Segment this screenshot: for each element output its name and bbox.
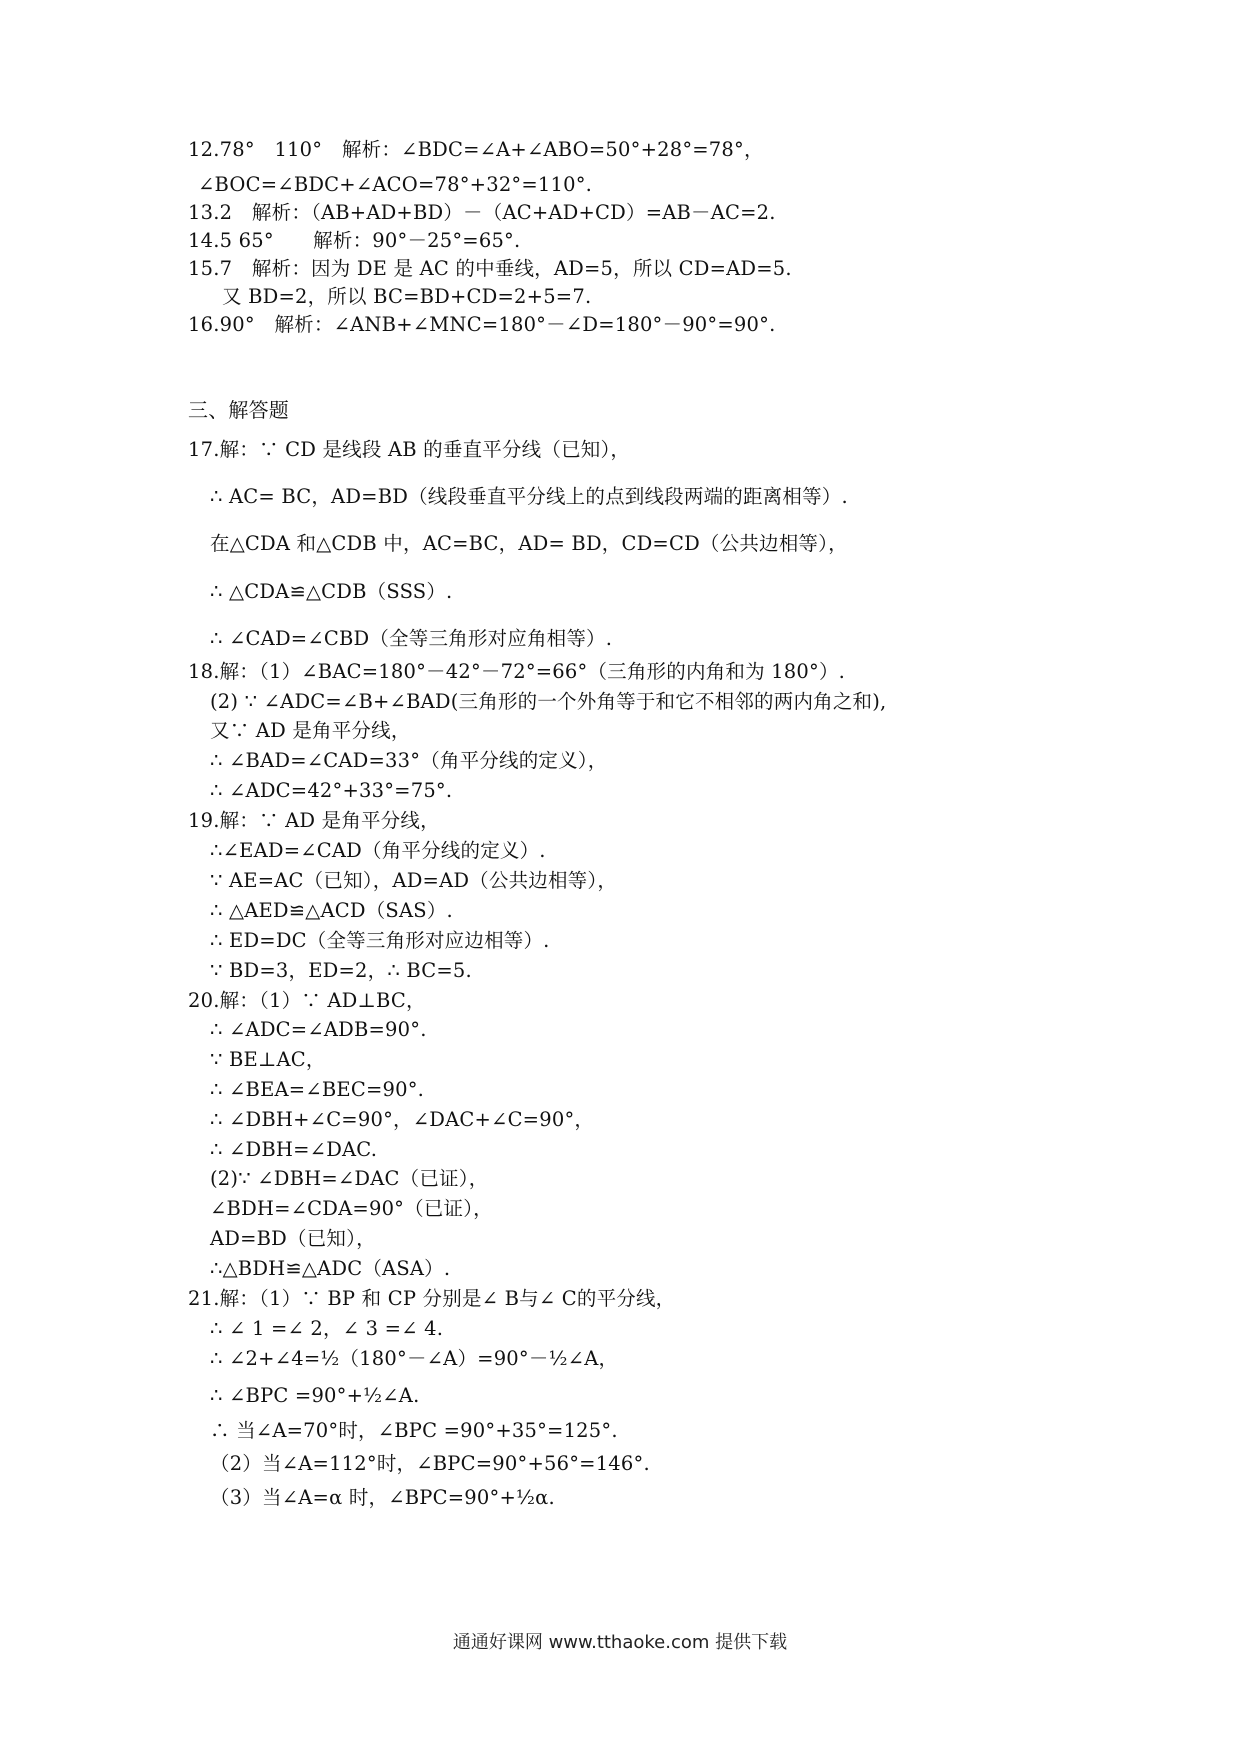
solution-19-line-2: ∴∠EAD=∠CAD（角平分线的定义）.	[210, 839, 546, 862]
solution-21-line-1: 21.解：（1）∵ BP 和 CP 分别是∠ B与∠ C的平分线，	[188, 1287, 676, 1310]
solution-20-line-5: ∴ ∠DBH+∠C=90°，∠DAC+∠C=90°，	[210, 1108, 595, 1131]
solution-19-line-1: 19.解：∵ AD 是角平分线，	[188, 809, 440, 832]
solution-20-line-3: ∵ BE⊥AC，	[210, 1048, 326, 1071]
solution-18-line-1: 18.解：（1）∠BAC=180°－42°－72°=66°（三角形的内角和为 180°）.	[188, 660, 846, 683]
answer-line-16: 16.90° 解析：∠ANB+∠MNC=180°－∠D=180°－90°=90°.	[188, 313, 776, 336]
solution-20-line-8: ∠BDH=∠CDA=90°（已证），	[210, 1197, 493, 1220]
solution-21-line-2: ∴ ∠ 1 =∠ 2，∠ 3 =∠ 4.	[210, 1317, 444, 1340]
solution-20-line-6: ∴ ∠DBH=∠DAC.	[210, 1138, 378, 1161]
solution-20-line-10: ∴△BDH≌△ADC（ASA）.	[210, 1257, 451, 1280]
solution-20-line-2: ∴ ∠ADC=∠ADB=90°.	[210, 1018, 427, 1041]
solution-19-line-3: ∵ AE=AC（已知），AD=AD（公共边相等），	[210, 869, 618, 892]
solution-20-line-4: ∴ ∠BEA=∠BEC=90°.	[210, 1078, 425, 1101]
answer-line-12-cont: ∠BOC=∠BDC+∠ACO=78°+32°=110°.	[198, 173, 593, 196]
answer-line-12: 12.78° 110° 解析：∠BDC=∠A+∠ABO=50°+28°=78°，	[188, 138, 764, 161]
solution-17-line-3: 在△CDA 和△CDB 中，AC=BC，AD= BD，CD=CD（公共边相等），	[210, 532, 848, 555]
solution-19-line-5: ∴ ED=DC（全等三角形对应边相等）.	[210, 929, 550, 952]
solution-17-line-4: ∴ △CDA≌△CDB（SSS）.	[210, 580, 453, 603]
solution-21-line-3: ∴ ∠2+∠4=½（180°－∠A）=90°－½∠A，	[210, 1347, 619, 1370]
solution-20-line-1: 20.解：（1）∵ AD⊥BC，	[188, 989, 426, 1012]
answer-line-13: 13.2 解析：（AB+AD+BD）－（AC+AD+CD）=AB－AC=2.	[188, 201, 776, 224]
solution-17-line-2: ∴ AC= BC，AD=BD（线段垂直平分线上的点到线段两端的距离相等）.	[210, 485, 848, 508]
solution-17-line-5: ∴ ∠CAD=∠CBD（全等三角形对应角相等）.	[210, 627, 613, 650]
solution-17-line-1: 17.解：∵ CD 是线段 AB 的垂直平分线（已知），	[188, 438, 631, 461]
solution-18-line-2: (2) ∵ ∠ADC=∠B+∠BAD(三角形的一个外角等于和它不相邻的两内角之和),	[210, 690, 887, 713]
answer-line-15: 15.7 解析：因为 DE 是 AC 的中垂线，AD=5，所以 CD=AD=5.	[188, 257, 792, 280]
solution-20-line-9: AD=BD（已知），	[210, 1227, 376, 1250]
answer-line-15-cont: 又 BD=2，所以 BC=BD+CD=2+5=7.	[222, 285, 592, 308]
solution-18-line-3: 又∵ AD 是角平分线，	[210, 719, 411, 742]
solution-19-line-6: ∵ BD=3，ED=2，∴ BC=5.	[210, 959, 472, 982]
page-footer: 通通好课网 www.tthaoke.com 提供下载	[452, 1632, 788, 1653]
section-title: 三、解答题	[188, 398, 289, 422]
solution-18-line-5: ∴ ∠ADC=42°+33°=75°.	[210, 779, 453, 802]
solution-20-line-7: (2)∵ ∠DBH=∠DAC（已证），	[210, 1167, 489, 1190]
solution-21-line-4: ∴ ∠BPC =90°+½∠A.	[210, 1384, 420, 1407]
solution-18-line-4: ∴ ∠BAD=∠CAD=33°（角平分线的定义），	[210, 749, 608, 772]
solution-21-line-5: ∴ 当∠A=70°时，∠BPC =90°+35°=125°.	[210, 1419, 618, 1442]
answer-line-14: 14.5 65° 解析：90°－25°=65°.	[188, 229, 521, 252]
solution-19-line-4: ∴ △AED≌△ACD（SAS）.	[210, 899, 453, 922]
solution-21-line-6: （2）当∠A=112°时，∠BPC=90°+56°=146°.	[210, 1452, 650, 1475]
solution-21-line-7: （3）当∠A=α 时，∠BPC=90°+½α.	[210, 1486, 555, 1509]
